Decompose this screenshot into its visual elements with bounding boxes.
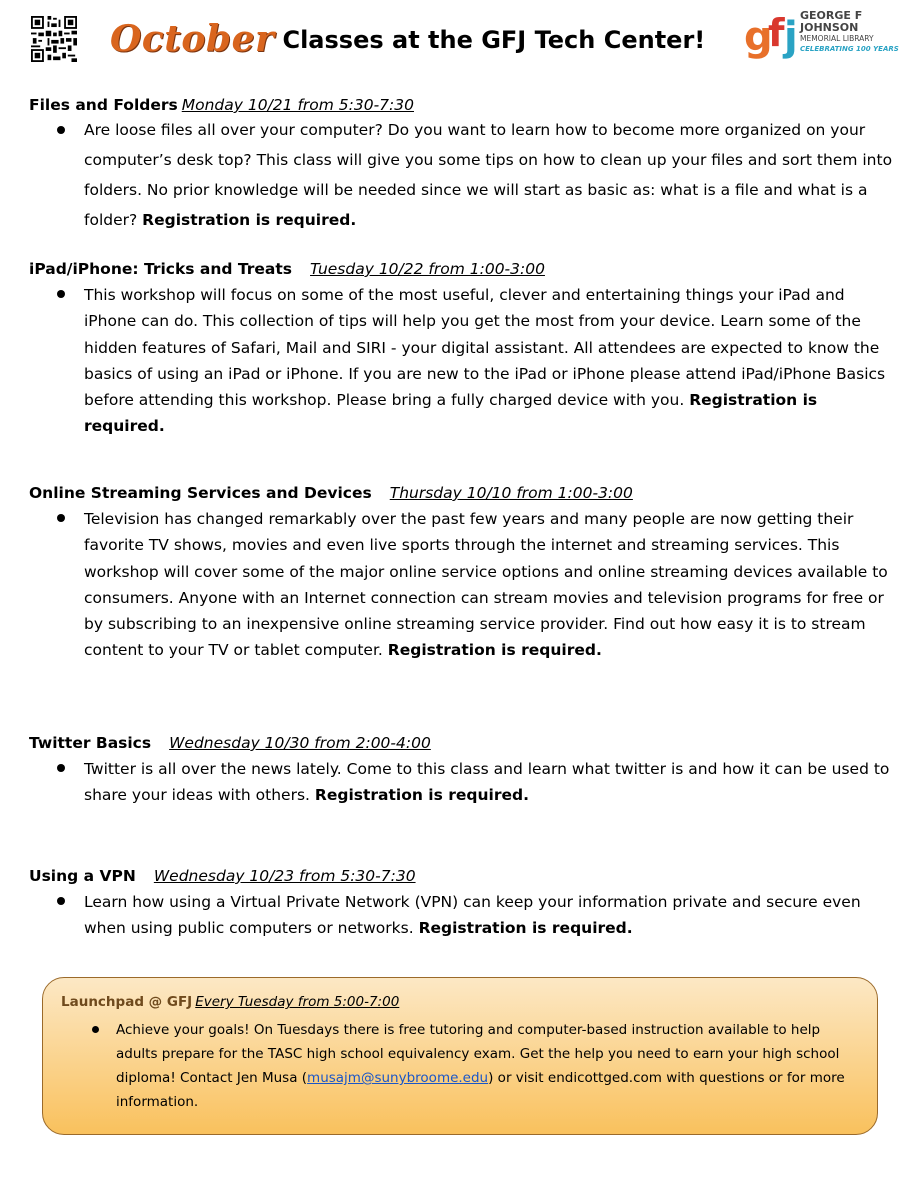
logo-line-2: JOHNSON: [800, 21, 859, 34]
class-date: Monday 10/21 from 5:30-7:30: [181, 96, 414, 114]
class-description: [84, 756, 899, 809]
svg-text:j: j: [784, 14, 798, 60]
class-date: Wednesday 10/30 from 2:00-4:00: [169, 734, 431, 752]
contact-email-link[interactable]: musajm@sunybroome.edu: [307, 1070, 489, 1086]
launchpad-date: Every Tuesday from 5:00-7:00: [195, 994, 400, 1010]
logo-tagline: CELEBRATING 100 YEARS: [800, 44, 899, 53]
bullet-icon: [57, 897, 65, 905]
class-description: [84, 506, 899, 664]
class-title: Twitter Basics: [29, 734, 152, 752]
launchpad-heading: [61, 994, 399, 1010]
class-date: Tuesday 10/22 from 1:00-3:00: [310, 260, 545, 278]
class-description-text: Twitter is all over the news lately. Come to this class and learn what twitter is and how it can be used to share your ideas with others.: [84, 760, 890, 805]
class-heading: [29, 483, 899, 503]
library-logo-text: [800, 10, 899, 53]
class-title: iPad/iPhone: Tricks and Treats: [29, 260, 293, 278]
logo-line-1: GEORGE F: [800, 9, 863, 22]
svg-text:f: f: [768, 11, 785, 55]
class-title: Files and Folders: [29, 96, 178, 114]
logo-line-3: MEMORIAL LIBRARY: [800, 34, 874, 43]
registration-note: Registration is required.: [142, 211, 357, 229]
class-description: [84, 889, 864, 942]
launchpad-title: Launchpad @ GFJ: [61, 994, 193, 1010]
class-heading: [29, 733, 899, 753]
class-section: [29, 866, 899, 942]
qr-code-icon: [31, 16, 77, 62]
bullet-icon: [57, 126, 65, 134]
class-section: [29, 483, 899, 664]
page-header: [0, 0, 920, 80]
bullet-icon: [57, 514, 65, 522]
class-description: [84, 115, 899, 235]
page-title: [110, 18, 705, 60]
launchpad-description: [116, 1018, 861, 1114]
class-heading: [29, 259, 899, 279]
class-description: [84, 282, 899, 440]
class-section: [29, 259, 899, 440]
title-text: Classes at the GFJ Tech Center!: [282, 26, 706, 54]
class-title: Online Streaming Services and Devices: [29, 484, 372, 502]
registration-note: Registration is required.: [84, 391, 818, 436]
class-section: [29, 733, 899, 809]
class-description-text: Television has changed remarkably over the past few years and many people are now getting their favorite TV shows, movies and even live sports through the internet and streaming services. This workshop will cover some of the major online service options and online streaming devices available to consumers. Anyone with an Internet connection can stream movies and television programs for free or by subscribing to an inexpensive online streaming service provider. Find out how easy it is to stream content to your TV or tablet computer.: [84, 510, 888, 660]
registration-note: Registration is required.: [387, 641, 602, 660]
class-description-text: This workshop will focus on some of the most useful, clever and entertaining things your iPad and iPhone can do. This collection of tips will help you get the most from your device. Learn some of the hidden features of Safari, Mail and SIRI - your digital assistant. All attendees are expected to know the basics of using an iPad or iPhone. If you are new to the iPad or iPhone please attend iPad/iPhone Basics before attending this workshop. Please bring a fully charged device with you.: [84, 286, 886, 410]
month-title: October: [110, 18, 275, 60]
class-title: Using a VPN: [29, 867, 136, 885]
class-section: [29, 95, 899, 235]
class-date: Wednesday 10/23 from 5:30-7:30: [153, 867, 416, 885]
bullet-icon: [57, 764, 65, 772]
class-description-text: Learn how using a Virtual Private Network (VPN) can keep your information private and secure even when using public computers or networks.: [84, 893, 861, 938]
launchpad-text-before: Achieve your goals! On Tuesdays there is free tutoring and computer-based instruction available to help adults prepare for the TASC high school equivalency exam. Get the help you need to earn your high school diploma! Contact Jen Musa (: [116, 1022, 840, 1086]
svg-text:g: g: [744, 14, 773, 60]
class-heading: [29, 866, 899, 886]
registration-note: Registration is required.: [314, 786, 529, 805]
class-heading: [29, 95, 899, 115]
launchpad-callout: [42, 977, 878, 1135]
bullet-icon: [57, 290, 65, 298]
registration-note: Registration is required.: [418, 919, 633, 938]
class-description-text: Are loose files all over your computer? Do you want to learn how to become more organized on your computer’s desk top? This class will give you some tips on how to clean up your files and sort them into folders. No prior knowledge will be needed since we will start as basic as: what is a file and what is a folder?: [84, 121, 893, 229]
class-date: Thursday 10/10 from 1:00-3:00: [389, 484, 633, 502]
bullet-icon: [92, 1026, 99, 1033]
launchpad-text-after: ) or visit endicottged.com with questions or for more information.: [116, 1070, 845, 1110]
